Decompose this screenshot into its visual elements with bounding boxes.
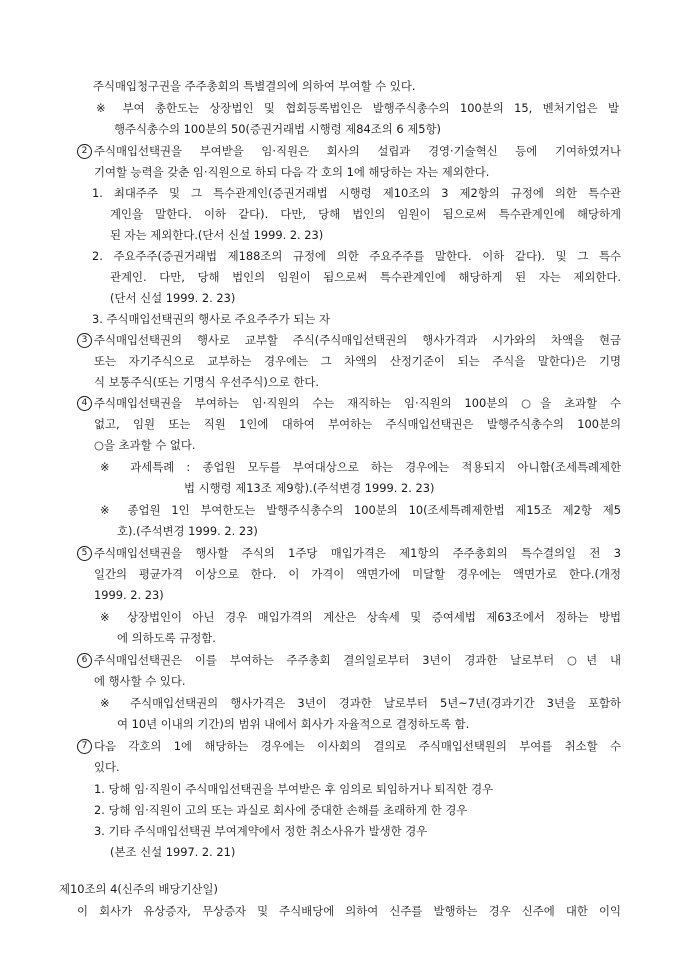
text-line: 없고, 임원 또는 직원 1인에 대하여 부여하는 주식매입선택권은 발행주식총수의 100분의: [94, 417, 621, 431]
text-line: 식 보통주식(또는 기명식 우선주식)으로 한다.: [94, 375, 320, 389]
paragraph-number-6: 6: [77, 653, 92, 668]
paragraph-number-2: 2: [77, 144, 92, 159]
note-line: 법 시행령 제13조 제9항).(주석변경 1999. 2. 23): [184, 481, 435, 495]
text-line: 주식매입청구권을 주주총회의 특별결의에 의하여 부여할 수 있다.: [93, 79, 416, 93]
text-line: 주식매입선택권을 부여받을 임·직원은 회사의 설립과 경영·기술혁신 등에 기여하였거나: [94, 144, 621, 158]
list-item: 2. 당해 임·직원이 고의 또는 과실로 회사에 중대한 손해를 초래하게 한 경우: [94, 803, 468, 817]
list-item: (단서 신설 1999. 2. 23): [110, 291, 236, 305]
list-item: 3. 주식매입선택권의 행사로 주요주주가 되는 자: [92, 312, 331, 326]
note-line: ※ 상장법인이 아닌 경우 매입가격의 계산은 상속세 및 증여세법 제63조에서 정하는 방법: [100, 610, 621, 624]
note-line: ※ 종업원 1인 부여한도는 발행주식총수의 100분의 10(조세특례제한법 제15조 제2항 제5: [100, 503, 621, 517]
article-heading: 제10조의 4(신주의 배당기산일): [59, 882, 218, 896]
text-line: 주식매입선택권의 행사로 교부할 주식(주식매입선택권의 행사가격과 시가와의 차액을 현금: [94, 333, 621, 347]
list-item: (본조 신설 1997. 2. 21): [110, 845, 236, 859]
text-line: 일간의 평균가격 이상으로 한다. 이 가격이 액면가에 미달할 경우에는 액면가로 한다.(개정: [94, 567, 621, 581]
paragraph-number-3: 3: [77, 333, 92, 348]
paragraph-number-5: 5: [77, 546, 92, 561]
list-item: 1. 최대주주 및 그 특수관계인(증권거래법 시행령 제10조의 3 제2항의 규정에 의한 특수관: [92, 186, 621, 200]
text-line: 주식매입선택권을 행사할 주식의 1주당 매입가격은 제1항의 주주총회의 특수결의일 전 3: [94, 546, 621, 560]
list-item: 1. 당해 임·직원이 주식매입선택권을 부여받은 후 임의로 퇴임하거나 퇴직한 경우: [94, 782, 494, 796]
note-line: ※ 주식매입선택권의 행사가격은 3년이 경과한 날로부터 5년~7년(경과기간 3년을 포함하: [100, 696, 621, 710]
list-item: 2. 주요주주(증권거래법 제188조의 규정에 의한 주요주주를 말한다. 이하 같다). 및 그 특수: [92, 249, 621, 263]
list-item: 계인을 말한다. 이하 같다). 다만, 당해 법인의 임원이 됨으로써 특수관계인에 해당하게: [110, 207, 621, 221]
text-line: 기여할 능력을 갖춘 임·직원으로 하되 다음 각 호의 1에 해당하는 자는 제외한다.: [94, 165, 490, 179]
paragraph-number-7: 7: [77, 739, 92, 754]
text-line: 또는 자기주식으로 교부하는 경우에는 그 차액의 산정기준이 되는 주식을 말한다)은 기명: [94, 354, 621, 368]
note-line: 행주식총수의 100분의 50(증권거래법 시행령 제84조의 6 제5항): [114, 122, 441, 136]
note-line: ※ 부여 총한도는 상장법인 및 협회등록법인은 발행주식총수의 100분의 15, 벤처기업은 발: [96, 101, 619, 115]
article-body: 이 회사가 유상증자, 무상증자 및 주식배당에 의하여 신주를 발행하는 경우 신주에 대한 이익: [77, 904, 621, 918]
list-item: 된 자는 제외한다.(단서 신설 1999. 2. 23): [110, 228, 324, 242]
text-line: 1999. 2. 23): [94, 588, 164, 602]
text-line: ○을 초과할 수 없다.: [94, 438, 196, 452]
text-line: 다음 각호의 1에 해당하는 경우에는 이사회의 결의로 주식매입선택원의 부여를 취소할 수: [94, 739, 621, 753]
note-line: 여 10년 이내의 기간)의 범위 내에서 회사가 자율적으로 결정하도록 함.: [117, 717, 470, 731]
paragraph-number-4: 4: [77, 396, 92, 411]
list-item: 관계인. 다만, 당해 법인의 임원이 됨으로써 특수관계인에 해당하게 된 자는 제외한다.: [110, 270, 621, 284]
text-line: 주식매입선택권을 부여하는 임·직원의 수는 재직하는 임·직원의 100분의 ○을 초과할 수: [94, 396, 621, 410]
note-line: ※ 과세특례 : 종업원 모두를 부여대상으로 하는 경우에는 적용되지 아니함(조세특례제한: [100, 460, 621, 474]
note-line: 에 의하도록 규정함.: [117, 631, 216, 645]
text-line: 있다.: [94, 760, 120, 774]
text-line: 주식매입선택권은 이를 부여하는 주주총회 결의일로부터 3년이 경과한 날로부터 ○년 내: [94, 653, 621, 667]
note-line: 호).(주석변경 1999. 2. 23): [117, 524, 258, 538]
list-item: 3. 기타 주식매입선택권 부여계약에서 정한 취소사유가 발생한 경우: [94, 824, 428, 838]
text-line: 에 행사할 수 있다.: [94, 674, 186, 688]
